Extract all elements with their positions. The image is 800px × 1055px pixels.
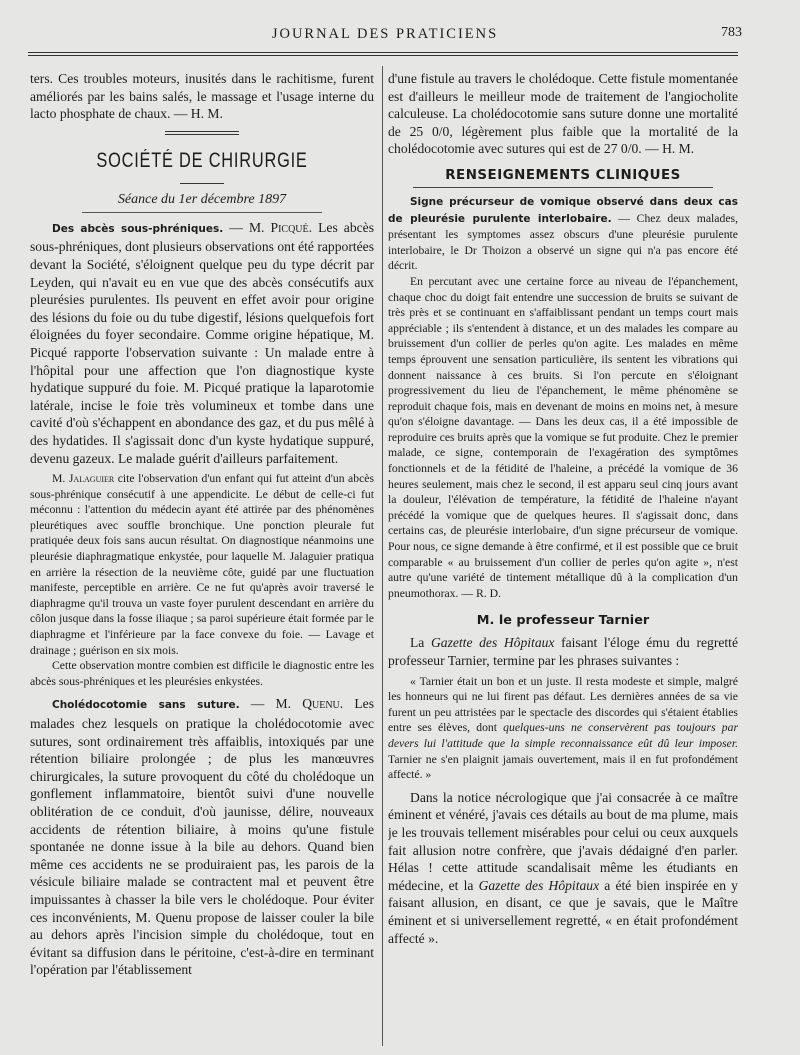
article-body: En percutant avec une certaine force au niveau de l'épanchement, chaque choc du doigt fait entendre une succession de bruits se suivant de très près et se continuant en s'affaiblissant pendant un temps court mais appréciable ; ils s'entendent à distance, et un des malades les compare au bruissement d'un collier de perles qu'on agite. Les malades en même temps éprouvent une sensation particulière, ils sentent les vibrations qui donnent naissance à ces bruits. Si l'on percute en s'éloignant progressivement du lieu de l'épanchement, le même phénomène se reproduit chaque fois, mais en devenant de moins en moins net, à mesure qu'on s'éloigne davantage. — Dans les deux cas, il a été impossible de reproduire ces bruits après que la vomique se fut produite. Chez le premier malade, ce signe, contemporain de l'exagération des symptômes fonctionnels et de la fétidité de l'haleine, a précédé la vomique de 36 heures seulement, mais chez le second, il est apparu seul cinq jours avant la douleur, l'élévation de température, la fétidité de l'haleine n'ayant précédé la vomique que de quelques heures. Il s'agissait donc, dans certains cas, de pleurésie interlobaire, d'un signe précurseur de vomique. Pour nous, ce signe demande à être confirmé, et il est possible que ce bruit comparable « au bruissement d'un collier de perles qu'on agite », n'est autre qu'une variété de tintement métallique dû à la complication d'un pneumothorax. — R. D. [388, 274, 738, 600]
continuation-text: d'une fistule au travers le cholédoque. Cette fistule momentanée est d'ailleurs le meilleur mode de traitement de l'angiocholite calculeuse. La cholédocotomie sans suture donne une mortalité de 25 0/0, légèrement plus faible que la mortalité de la cholédocotomie avec sutures qui est de 27 0/0. — H. M. [388, 71, 738, 157]
jalaguier-name: Jalaguier [68, 472, 115, 486]
jalaguier-paragraph: M. Jalaguier cite l'observation d'un enfant qui fut atteint d'un abcès sous-phrénique consécutif à une appendicite. Le début de celle-ci fut méconnu : l'attention du médecin ayant été attirée par des phénomènes pleurétiques avec souffle bronchique. Une ponction pleurale fut pratiquée deux fois sans aucun résultat. On diagnostique néanmoins une pleurésie diaphragmatique enkystée, pour laquelle M. Jalaguier pratiqua en arrière la résection de la neuvième côte, guidé par une fluctuation manifeste, perceptible en arrière. Ce ne fut qu'après avoir traversé le diaphragme qu'il trouva un vaste foyer purulent descendant en arrière du côlon jusque dans la fosse iliaque ; sa paroi supérieure était formée par le diaphragme et l'inférieure par la face convexe du foie. — Lavage et drainage ; guérison en six mois. [30, 472, 374, 657]
journal-name: Gazette des Hôpitaux [430, 635, 555, 651]
article-title-tarnier: M. le professeur Tarnier [476, 613, 650, 629]
session-date: Séance du 1er décembre 1897 [117, 191, 287, 207]
article-body: Les abcès sous-phréniques, dont plusieurs observations ont été rapportées devant la Société, s'éloignent quelque peu du type décrit par Leyden, qui n'avait eu en vue que des abcès consécutifs aux pleurésies purulentes. Ils peuvent en effet avoir pour origine des lésions du foie ou du tube digestif, lésions quelquefois fort éloignées du foyer secondaire. Comme origine hépatique, M. Picqué rapporte l'observation suivante : Un malade entre à l'hôpital pour une affection que l'on diagnostique kyste hydatique suppuré du foie. M. Picqué pratique la laparotomie latérale, incise le foie très volumineux et tombe dans une cavité d'où s'échappent en abondance des gaz, et du pus mêlé à des hydatides. Il s'agissait donc d'un kyste hydatique suppuré, devenu gazeux. Le malade guérit d'ailleurs parfaitement. [30, 219, 374, 466]
jalaguier-body: cite l'observation d'un enfant qui fut atteint d'un abcès sous-phrénique consécutif à une appendicite. Le début de celle-ci fut méconnu : l'attention du médecin ayant été attirée par des phénomènes pleurétiques avec souffle bronchique. Une ponction pleurale fut pratiquée deux fois sans aucun résultat. On diagnostique néanmoins une pleurésie diaphragmatique enkystée, pour laquelle M. Jalaguier pratiqua en arrière la résection de la neuvième côte, guidé par une fluctuation manifeste, perceptible en arrière. Ce ne fut qu'après avoir traversé le diaphragme qu'il trouva un vaste foyer purulent descendant en arrière du côlon jusque dans la fosse iliaque ; sa paroi supérieure était formée par le diaphragme et l'inférieure par la face convexe du foie. — Lavage et drainage ; guérison en six mois. [30, 472, 374, 657]
article-run-in: Signe précurseur de vomique observé dans deux cas de pleurésie purulente interlobaire. [388, 195, 738, 225]
intro-text: faisant l'éloge ému du regretté professeur Tarnier, termine par les phrases suivantes : [388, 635, 738, 668]
article-abces-sous-phreniques: Des abcès sous-phréniques. — M. Picqué. Les abcès sous-phréniques, dont plusieurs observations ont été rapportées devant la Société, s'éloignent quelque peu du type décrit par Leyden, qui n'avait eu en vue que des abcès consécutifs aux pleurésies purulentes. Ils peuvent en effet avoir pour origine des lésions du foie ou du tube digestif, lésions quelquefois fort éloignées du foyer secondaire. Comme origine hépatique, M. Picqué rapporte l'observation suivante : Un malade entre à l'hôpital pour une affection que l'on diagnostique kyste hydatique suppuré du foie. M. Picqué pratique la laparotomie latérale, incise le foie très volumineux et tombe dans une cavité d'où s'échappent en abondance des gaz, et du pus mêlé à des hydatides. Il s'agissait donc d'un kyste hydatique suppuré, devenu gazeux. Le malade guérit d'ailleurs parfaitement. [30, 219, 374, 466]
continuation-text: ters. Ces troubles moteurs, inusités dans le rachitisme, furent améliorés par les bains salés, le massage et l'usage interne du lacto phosphate de chaux. — H. M. [30, 71, 374, 122]
journal-name: Gazette des Hôpitaux [478, 877, 600, 893]
tarnier-intro [388, 634, 738, 669]
tarnier-body [388, 789, 738, 947]
article-author: Quenu. [302, 696, 344, 712]
article-body: Les malades chez lesquels on pratique la cholédocotomie avec sutures, sont ordinairement très affaiblis, intoxiqués par une rétention biliaire prolongée ; de plus les manœuvres chirurgicales, la suture provoquent du côté du cholédoque un gonflement inflammatoire, bientôt suivi d'une nouvelle oblitération de ce conduit, d'où jaunisse, délire, nouveaux accidents de rétention biliaire, à moins qu'une fistule spontanée ne donne issue à la bile au dehors. Quand bien même ces accidents ne se produiraient pas, les parois de la vésicule biliaire malade se contractent mal et peuvent être impuissantes à chasser la bile vers le cholédoque. Pour éviter ces inconvénients, M. Quenu propose de laisser couler la bile au dehors après l'incision simple du cholédoque, tout en évitant sa diffusion dans le péritoine, c'est-à-dire en terminant l'opération par l'établissement [30, 696, 374, 978]
tarnier-quote [388, 674, 738, 783]
article-run-in: Des abcès sous-phréniques. [52, 222, 224, 235]
running-title: JOURNAL DES PRATICIENS [271, 26, 499, 42]
article-signe-precurseur: Signe précurseur de vomique observé dans deux cas de pleurésie purulente interlobaire. — Chez deux malades, présentant les symptomes assez obscurs d'une pleurésie purulente interlobaire, le Dr Thoizon a observé un signe qui n'a pas encore été décrit. [388, 195, 738, 273]
quote-italic: quelques-uns ne conservèrent pas toujours par devers lui l'attitude que la simple reconnaissance eût dû leur imposer. [388, 721, 738, 750]
page-header [28, 20, 742, 48]
quote-text: « Tarnier était un bon et un juste. Il resta modeste et simple, malgré les honneurs qui ne lui firent pas défaut. Les dernières années de sa vie furent un peu attristées par le spectacle des discordes qui s'étaient établies entre ses élèves, dont [388, 674, 738, 735]
column-divider [382, 66, 383, 1046]
double-rule [165, 131, 239, 135]
right-column [388, 70, 738, 1045]
article-intro: Chez deux malades, présentant les symptomes assez obscurs d'une pleurésie purulente interlobaire, le Dr Thoizon a observé un signe qui n'a pas encore été décrit. [388, 211, 738, 273]
header-rule [28, 52, 738, 56]
thin-rule [82, 212, 322, 213]
intro-text: La [410, 635, 425, 651]
page-number: 783 [721, 25, 742, 40]
article-choledocotomie: Cholédocotomie sans suture. — M. Quenu. Les malades chez lesquels on pratique la cholédocotomie avec sutures, sont ordinairement très affaiblis, intoxiqués par une rétention biliaire prolongée ; de plus les manœuvres chirurgicales, la suture provoquent du côté du cholédoque un gonflement inflammatoire, bientôt suivi d'une nouvelle oblitération de ce conduit, d'où jaunisse, délire, nouveaux accidents de rétention biliaire, à moins qu'une fistule spontanée ne donne issue à la bile au dehors. Quand bien même ces accidents ne se produiraient pas, les parois de la vésicule biliaire malade se contractent mal et peuvent être impuissantes à chasser la bile vers le cholédoque. Pour éviter ces inconvénients, M. Quenu propose de laisser couler la bile au dehors après l'incision simple du cholédoque, tout en évitant sa diffusion dans le péritoine, c'est-à-dire en terminant l'opération par l'établissement [30, 696, 374, 978]
quote-text: Tarnier ne s'en plaignit jamais ouvertement, mais il en fut profondément affecté. » [388, 752, 738, 782]
body-text: Dans la notice nécrologique que j'ai consacrée à ce maître éminent et vénéré, j'avais ces détails au bout de ma plume, mais je les trouvais tellement misérables pour celui ou ceux auxquels fait allusion notre confrère, que j'avais dédaigné d'en parler. Hélas ! cette attitude scandalisait même les étudiants en médecine, et la [388, 789, 738, 893]
society-title: SOCIÉTÉ DE CHIRURGIE [96, 148, 308, 172]
short-rule [180, 183, 224, 184]
article-author: Picqué. [270, 219, 313, 235]
section-title: RENSEIGNEMENTS CLINIQUES [445, 167, 681, 183]
body-text: a été bien inspirée en y faisant allusion, en disant, ce que je savais, que le Maître éminent et si universellement regretté, « en était profondément affecté ». [388, 877, 738, 946]
article-run-in: Cholédocotomie sans suture. [52, 699, 240, 712]
left-column [30, 70, 374, 1045]
section-rule [413, 187, 713, 188]
conclusion-paragraph: Cette observation montre combien est difficile le diagnostic entre les abcès sous-phréniques et les pleurésies enkystées. [30, 659, 374, 688]
